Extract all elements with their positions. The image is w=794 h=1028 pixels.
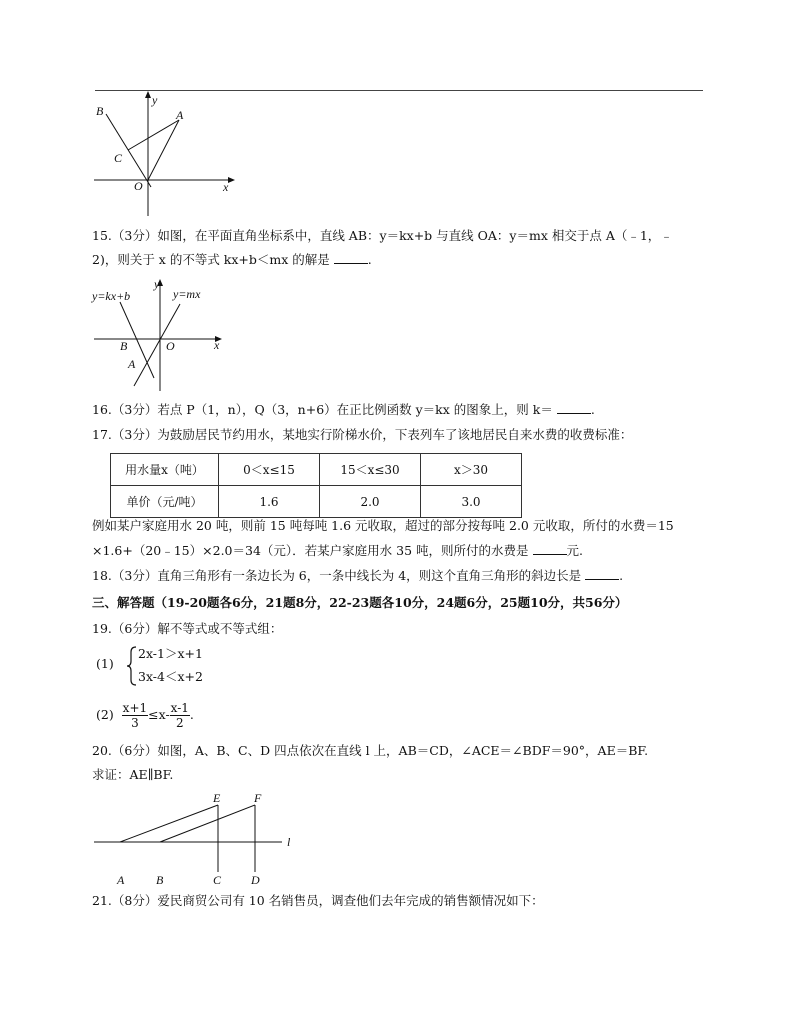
q20-line2: 求证：AE∥BF.	[92, 767, 174, 782]
table-cell: 3.0	[421, 486, 522, 518]
table-cell: 1.6	[219, 486, 320, 518]
answer-blank[interactable]	[334, 252, 368, 264]
label-d: D	[251, 873, 260, 887]
q16: 16.（3分）若点 P（1，n），Q（3，n+6）在正比例函数 y＝kx 的图象上，则 k＝ .	[92, 402, 595, 417]
q17-example1: 例如某户家庭用水 20 吨，则前 15 吨每吨 1.6 元收取，超过的部分按每吨 2.0 元收取，所付的水费＝15	[92, 518, 674, 533]
label-line-oa: y=mx	[173, 287, 201, 301]
q19-part2-label: (2)	[96, 707, 114, 722]
label-f: F	[254, 791, 262, 805]
x-axis-arrow	[228, 177, 235, 183]
label-x: x	[223, 180, 229, 194]
q19-stem: 19.（6分）解不等式或不等式组：	[92, 621, 283, 636]
segment-ae	[120, 805, 218, 842]
table-cell: 0＜x≤15	[219, 454, 320, 486]
q19-part1-label: (1)	[96, 656, 114, 671]
q15-line2: 2)，则关于 x 的不等式 kx+b＜mx 的解是 .	[92, 252, 372, 267]
line-ba	[106, 114, 151, 187]
label-b: B	[120, 339, 128, 353]
figure-q20	[90, 790, 310, 890]
fraction: $\frac{x+1}{3}$	[122, 701, 148, 730]
label-a: A	[117, 873, 125, 887]
label-y: y	[154, 277, 160, 291]
answer-blank[interactable]	[585, 568, 619, 580]
table-cell: x＞30	[421, 454, 522, 486]
table-cell: 单价（元/吨）	[111, 486, 219, 518]
label-a: A	[176, 108, 184, 122]
label-o: O	[134, 179, 143, 193]
q21: 21.（8分）爱民商贸公司有 10 名销售员，调查他们去年完成的销售额情况如下：	[92, 893, 544, 908]
top-rule	[95, 90, 703, 91]
q15-line1: 15.（3分）如图，在平面直角坐标系中，直线 AB：y＝kx+b 与直线 OA：y＝mx 相交于点 A（﹣1，﹣	[92, 228, 673, 243]
y-axis-arrow	[145, 91, 151, 98]
fraction: $\frac{x-1}{2}$	[170, 701, 189, 730]
answer-blank[interactable]	[533, 543, 567, 555]
label-y: y	[152, 93, 158, 107]
table-cell: 用水量x（吨）	[111, 454, 219, 486]
q19-inequality-1: 2x-1＞x+1	[138, 646, 203, 661]
table-cell: 2.0	[320, 486, 421, 518]
figure-q15	[90, 276, 240, 394]
q19-inequality-2: 3x-4＜x+2	[138, 669, 203, 684]
table-row	[111, 454, 522, 486]
label-line-ab: y=kx+b	[92, 289, 131, 303]
water-fee-table	[110, 453, 522, 518]
q18: 18.（3分）直角三角形有一条边长为 6，一条中线长为 4，则这个直角三角形的斜边长是 .	[92, 568, 624, 583]
label-c: C	[114, 151, 123, 165]
label-b: B	[156, 873, 164, 887]
segment-bf	[160, 805, 255, 842]
system-brace	[126, 646, 138, 686]
label-e: E	[213, 791, 221, 805]
q17-intro: 17.（3分）为鼓励居民节约用水，某地实行阶梯水价，下表列车了该地居民自来水费的收费标准：	[92, 427, 633, 442]
table-row	[111, 486, 522, 518]
label-b: B	[96, 104, 104, 118]
label-c: C	[213, 873, 222, 887]
figure-q14	[90, 92, 240, 222]
label-o: O	[166, 339, 175, 353]
table-cell: 15＜x≤30	[320, 454, 421, 486]
q17-example2: ×1.6+（20﹣15）×2.0＝34（元）．若某户家庭用水 35 吨，则所付的水费是 元.	[92, 543, 583, 558]
section-heading: 三、解答题（19-20题各6分，21题8分，22-23题各10分，24题6分，25题10分，共56分）	[92, 595, 628, 610]
answer-blank[interactable]	[557, 402, 591, 414]
label-l: l	[287, 835, 291, 849]
label-x: x	[214, 338, 220, 352]
q20-line1: 20.（6分）如图，A、B、C、D 四点依次在直线 l 上，AB＝CD，∠ACE＝∠BDF＝90°，AE＝BF.	[92, 743, 649, 758]
label-a: A	[128, 357, 136, 371]
q19-part2: (2) $\frac{x+1}{3}$ ≤x- $\frac{x-1}{2}$ .	[96, 701, 194, 730]
